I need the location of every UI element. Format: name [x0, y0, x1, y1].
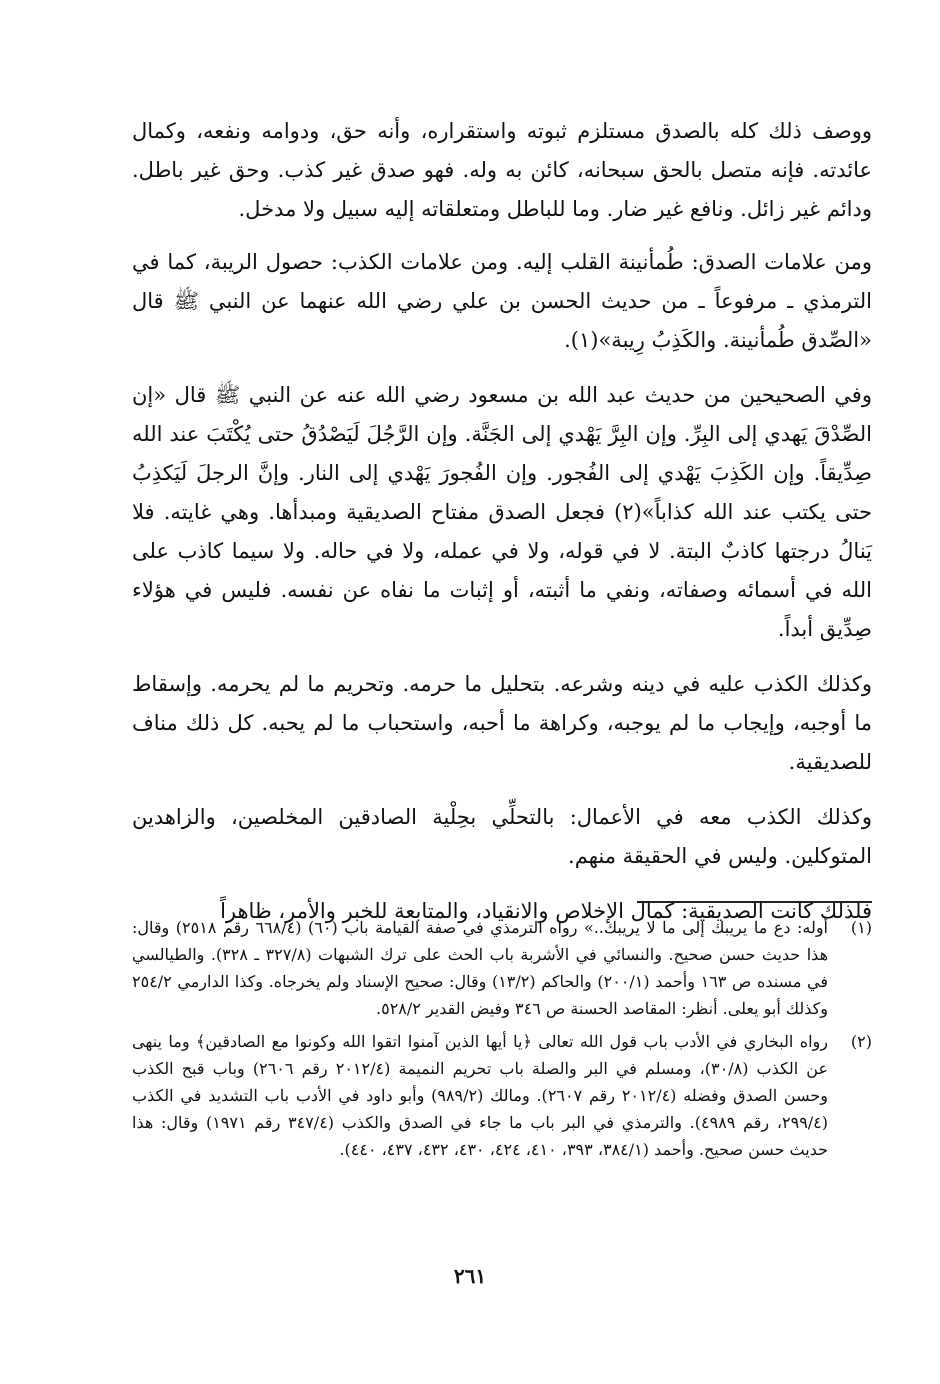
page-number: ٢٦١	[453, 1264, 487, 1288]
footnote-number: (١)	[850, 918, 872, 937]
paragraph: ووصف ذلك كله بالصدق مستلزم ثبوته واستقراره، وأنه حق، ودوامه ونفعه، وكمال عائدته. فإنه متصل بالحق سبحانه، كائن به وله. فهو صدق غير كذب. وحق غير باطل. ودائم غير زائل. ونافع غير ضار. وما للباطل ومتعلقاته إليه سبيل ولا مدخل.	[132, 119, 872, 221]
paragraph: وكذلك الكذب معه في الأعمال: بالتحلِّي بحِلْية الصادقين المخلصين، والزاهدين المتوكلين. وليس في الحقيقة منهم.	[132, 805, 872, 868]
paragraph: وكذلك الكذب عليه في دينه وشرعه. بتحليل ما حرمه. وتحريم ما لم يحرمه. وإسقاط ما أوجبه، وإيجاب ما لم يوجبه، وكراهة ما أحبه، واستحباب ما لم يحبه. كل ذلك مناف للصديقية.	[132, 672, 872, 774]
footnote-number: (٢)	[850, 1032, 872, 1051]
paragraph: وفي الصحيحين من حديث عبد الله بن مسعود رضي الله عنه عن النبي ﷺ قال «إن الصِّدْقَ يَهدي إلى البِرِّ. وإن البِرَّ يَهْدي إلى الجَنَّة. وإن الرَّجُلَ لَيَصْدُقُ حتى يُكْتَبَ عند الله صِدِّيقاً. وإن الكَذِبَ يَهْدي إلى الفُجور. وإن الفُجورَ يَهْدي إلى النار. وإنَّ الرجلَ لَيَكذِبُ حتى يكتب عند الله كذاباً»(٢) فجعل الصدق مفتاح الصديقية ومبدأها. وهي غايته. فلا يَنالُ درجتها كاذبٌ البتة. لا في قوله، ولا في عمله، ولا في حاله. ولا سيما كاذب على الله في أسمائه وصفاته، ونفي ما أثبته، أو إثبات ما نفاه عن نفسه. فليس في هؤلاء صِدِّيق أبداً.	[132, 383, 872, 641]
paragraph: فلذلك كانت الصديقية: كمال الإخلاص والانقياد، والمتابعة للخبر والأمر، ظاهراً	[220, 899, 872, 923]
footnote-text: أوله: دع ما يريبك إلى ما لا يريبك..» رواه الترمذي في صفة القيامة باب (٦٠) (٦٦٨/٤ رقم ٢٥١٨) وقال: هذا حديث حسن صحيح. والنسائي في الأشربة باب الحث على ترك الشبهات (٣٢٧/٨ ـ ٣٢٨). والطيالسي في مسنده ص ١٦٣ وأحمد (٢٠٠/١) والحاكم (١٣/٢) وقال: صحيح الإسناد ولم يخرجاه. وكذا الدارمي ٢٥٤/٢ وكذلك أبو يعلى. أنظر: المقاصد الحسنة ص ٣٤٦ وفيض القدير ٥٢٨/٢.	[132, 918, 829, 1018]
footnotes	[132, 914, 872, 1169]
footnote-text: رواه البخاري في الأدب باب قول الله تعالى ﴿يا أيها الذين آمنوا اتقوا الله وكونوا مع الصادقين﴾ وما ينهى عن الكذب (٣٠/٨)، ومسلم في البر والصلة باب تحريم النميمة (٢٠١٢/٤ رقم ٢٦٠٦) وباب قبح الكذب وحسن الصدق وفضله (٢٠١٢/٤ رقم ٢٦٠٧). ومالك (٩٨٩/٢) وأبو داود في الأدب باب التشديد في الكذب (٢٩٩/٤، رقم ٤٩٨٩). والترمذي في البر باب ما جاء في الصدق والكذب (٣٤٧/٤ رقم ١٩٧١) وقال: هذا حديث حسن صحيح. وأحمد (٣٨٤/١، ٣٩٣، ٤١٠، ٤٢٤، ٤٣٠، ٤٣٢، ٤٣٧، ٤٤٠).	[132, 1032, 829, 1159]
footnote	[132, 914, 872, 1022]
paragraph: ومن علامات الصدق: طُمأنينة القلب إليه. ومن علامات الكذب: حصول الريبة، كما في الترمذي ـ مرفوعاً ـ من حديث الحسن بن علي رضي الله عنهما عن النبي ﷺ قال «الصِّدق طُمأنينة. والكَذِبُ رِيبة»(١).	[132, 250, 872, 352]
main-text	[132, 112, 872, 947]
footnote	[132, 1028, 872, 1163]
footnote-divider	[637, 901, 872, 903]
